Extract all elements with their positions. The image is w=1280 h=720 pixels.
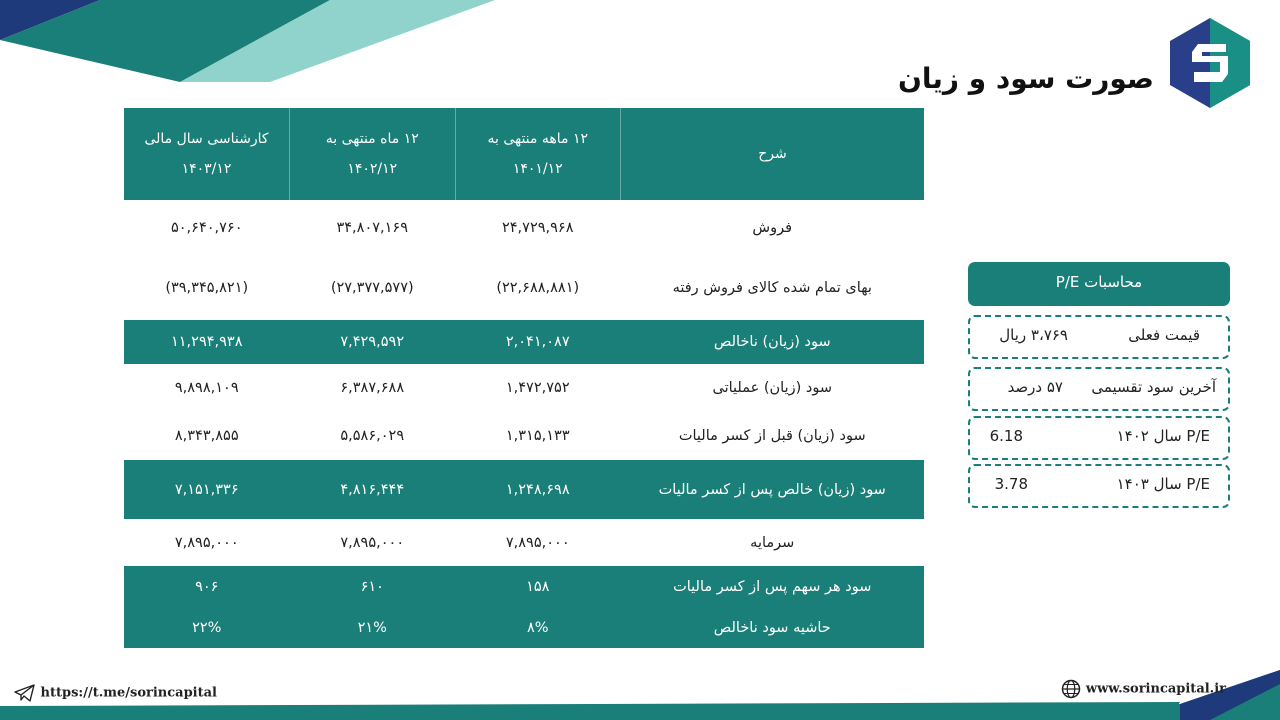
cell-value: ۶,۳۸۷,۶۸۸ [290,364,456,412]
pe-1402-value: 6.18 [989,427,1023,445]
cell-value: (۲۷,۳۷۷,۵۷۷) [290,256,456,320]
cell-value: ۹,۸۹۸,۱۰۹ [124,364,290,412]
table-row [124,256,924,320]
cell-value: ۲,۰۴۱,۰۸۷ [455,320,621,364]
sorin-logo [1168,16,1252,110]
telegram-icon [14,684,36,702]
pe-1403-value: 3.78 [994,475,1028,493]
cell-value: ۱۱,۲۹۴,۹۳۸ [124,320,290,364]
current-price-value: ۳،۷۶۹ ریال [999,326,1068,344]
telegram-link[interactable]: https://t.me/sorincapital [40,685,217,701]
cell-value: ۱,۳۱۵,۱۳۳ [455,412,621,460]
cell-value: ۶۱۰ [290,566,456,608]
row-label: سود (زیان) عملیاتی [621,364,925,412]
telegram-link-area[interactable] [14,684,217,702]
row-label: فروش [621,200,925,256]
row-label: سرمایه [621,519,925,566]
table-row [124,566,924,608]
last-dividend-value: ۵۷ درصد [1007,378,1063,396]
row-label: سود هر سهم پس از کسر مالیات [621,566,925,608]
pe-last-dividend-box [968,367,1230,411]
globe-icon [1061,679,1081,699]
website-link[interactable]: www.sorincapital.ir [1085,681,1226,697]
pe-1403-box [968,464,1230,508]
cell-value: ۳۴,۸۰۷,۱۶۹ [290,200,456,256]
cell-value: ۲۴,۷۲۹,۹۶۸ [455,200,621,256]
last-dividend-label: آخرین سود تقسیمی [1091,378,1216,396]
table-row [124,412,924,460]
cell-value: ۱,۴۷۲,۷۵۲ [455,364,621,412]
header-1403: کارشناسی سال مالی ۱۴۰۳/۱۲ [124,108,290,200]
table-row [124,364,924,412]
pe-heading: محاسبات P/E [968,262,1230,306]
pe-1402-label: P/E سال ۱۴۰۲ [1116,427,1210,445]
website-link-area[interactable] [1061,679,1226,699]
header-1401: ۱۲ ماهه منتهی به ۱۴۰۱/۱۲ [455,108,621,200]
header-desc: شرح [621,108,925,200]
row-label: بهای تمام شده کالای فروش رفته [621,256,925,320]
row-label: سود (زیان) ناخالص [621,320,925,364]
cell-value: ۱۵۸ [455,566,621,608]
cell-value: ۱,۲۴۸,۶۹۸ [455,460,621,519]
income-statement-table [124,108,924,648]
pe-1402-box [968,416,1230,460]
cell-value: (۳۹,۳۴۵,۸۲۱) [124,256,290,320]
cell-value: ۴,۸۱۶,۴۴۴ [290,460,456,519]
cell-value: ۹۰۶ [124,566,290,608]
table-row [124,608,924,648]
cell-value: ۵۰,۶۴۰,۷۶۰ [124,200,290,256]
cell-value: ۷,۴۲۹,۵۹۲ [290,320,456,364]
cell-value: ۷,۱۵۱,۳۳۶ [124,460,290,519]
table-row [124,200,924,256]
header-1402: ۱۲ ماه منتهی به ۱۴۰۲/۱۲ [290,108,456,200]
cell-value: ۸% [455,608,621,648]
current-price-label: قیمت فعلی [1128,326,1200,344]
cell-value: ۷,۸۹۵,۰۰۰ [455,519,621,566]
table-row [124,460,924,519]
cell-value: ۷,۸۹۵,۰۰۰ [124,519,290,566]
table-header-row [124,108,924,200]
cell-value: ۲۱% [290,608,456,648]
pe-current-price-box [968,315,1230,359]
page-title: صورت سود و زیان [897,62,1154,95]
cell-value: ۲۲% [124,608,290,648]
top-decoration [0,0,520,90]
cell-value: (۲۲,۶۸۸,۸۸۱) [455,256,621,320]
row-label: سود (زیان) خالص پس از کسر مالیات [621,460,925,519]
table-row [124,320,924,364]
pe-1403-label: P/E سال ۱۴۰۳ [1116,475,1210,493]
row-label: حاشیه سود ناخالص [621,608,925,648]
cell-value: ۸,۳۴۳,۸۵۵ [124,412,290,460]
table-row [124,519,924,566]
cell-value: ۵,۵۸۶,۰۲۹ [290,412,456,460]
cell-value: ۷,۸۹۵,۰۰۰ [290,519,456,566]
row-label: سود (زیان) قبل از کسر مالیات [621,412,925,460]
